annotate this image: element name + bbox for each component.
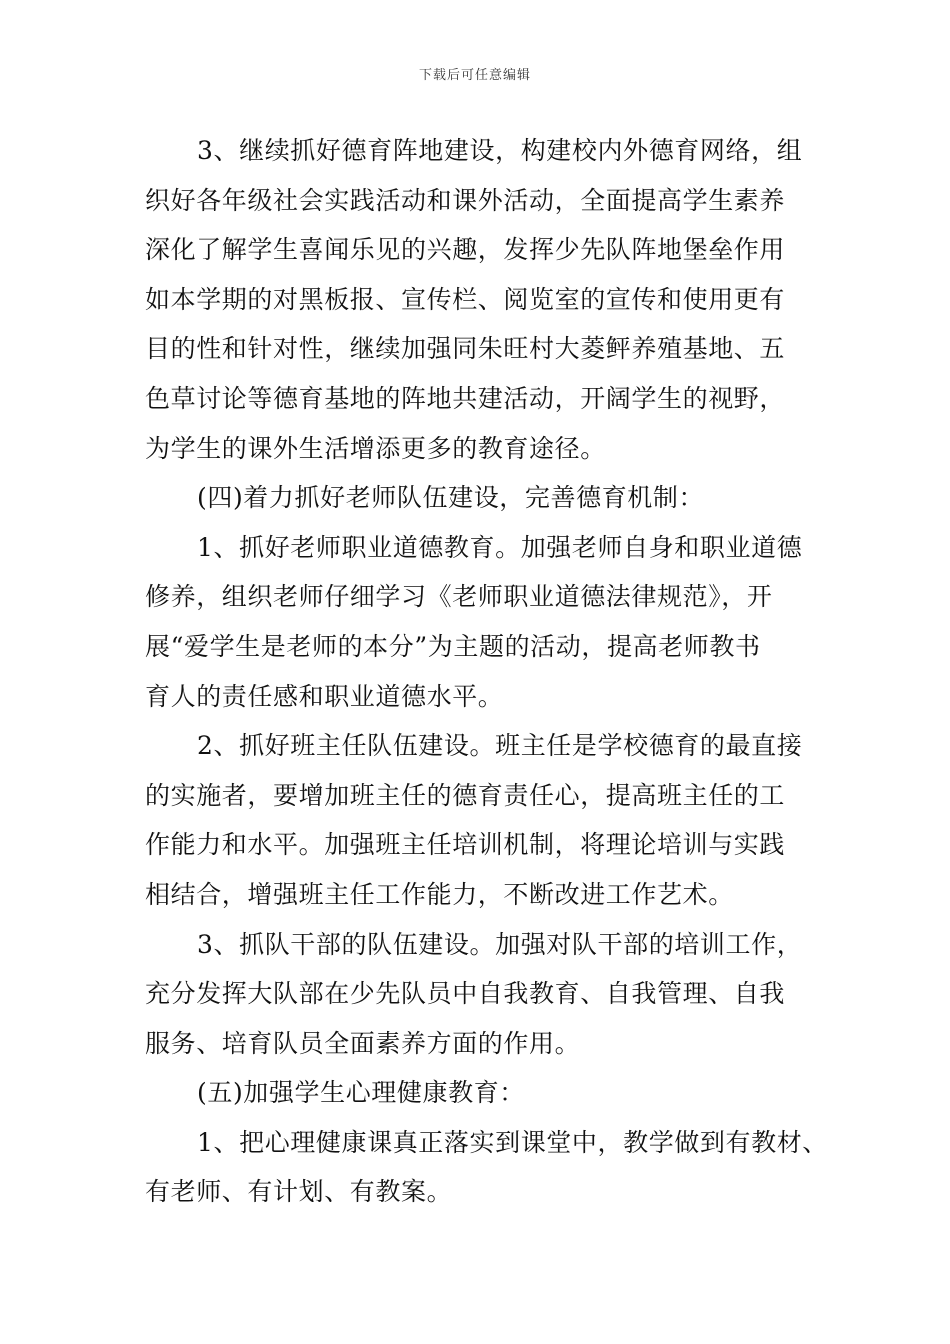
text-line: 有老师、有计划、有教案。 — [145, 1177, 453, 1207]
text-line: 充分发挥大队部在少先队员中自我教育、自我管理、自我 — [145, 979, 786, 1009]
text-line: 目的性和针对性，继续加强同朱旺村大菱鲆养殖基地、五 — [145, 334, 786, 364]
text-line: 服务、培育队员全面素养方面的作用。 — [145, 1028, 581, 1058]
text-line: 织好各年级社会实践活动和课外活动，全面提高学生素养 — [145, 185, 786, 215]
text-line: 育人的责任感和职业道德水平。 — [145, 681, 504, 711]
text-line: 色草讨论等德育基地的阵地共建活动，开阔学生的视野， — [145, 383, 786, 413]
text-line: 2、抓好班主任队伍建设。班主任是学校德育的最直接 — [197, 731, 803, 761]
text-line: 3、抓队干部的队伍建设。加强对队干部的培训工作， — [197, 929, 803, 959]
text-line: 修养，组织老师仔细学习《老师职业道德法律规范》，开 — [145, 582, 773, 612]
text-line: 1、把心理健康课真正落实到课堂中，教学做到有教材、 — [197, 1127, 828, 1157]
text-line: 如本学期的对黑板报、宣传栏、阅览室的宣传和使用更有 — [145, 284, 786, 314]
page-header: 下载后可任意编辑 — [418, 68, 531, 83]
text-line: 相结合，增强班主任工作能力，不断改进工作艺术。 — [145, 879, 734, 909]
text-line: 1、抓好老师职业道德教育。加强老师自身和职业道德 — [197, 532, 803, 562]
document-body — [145, 126, 828, 1217]
text-line: 3、继续抓好德育阵地建设，构建校内外德育网络，组 — [197, 136, 803, 165]
text-line: 作能力和水平。加强班主任培训机制，将理论培训与实践 — [145, 830, 786, 860]
section-heading: (五)加强学生心理健康教育： — [197, 1078, 525, 1108]
section-heading: (四)着力抓好老师队伍建设，完善德育机制： — [197, 483, 705, 513]
text-line: 的实施者，要增加班主任的德育责任心，提高班主任的工 — [145, 780, 786, 810]
text-line: 深化了解学生喜闻乐见的兴趣，发挥少先队阵地堡垒作用 — [145, 235, 786, 265]
text-line: 为学生的课外生活增添更多的教育途径。 — [145, 433, 606, 463]
text-line: 展“爱学生是老师的本分”为主题的活动，提高老师教书 — [145, 631, 761, 661]
